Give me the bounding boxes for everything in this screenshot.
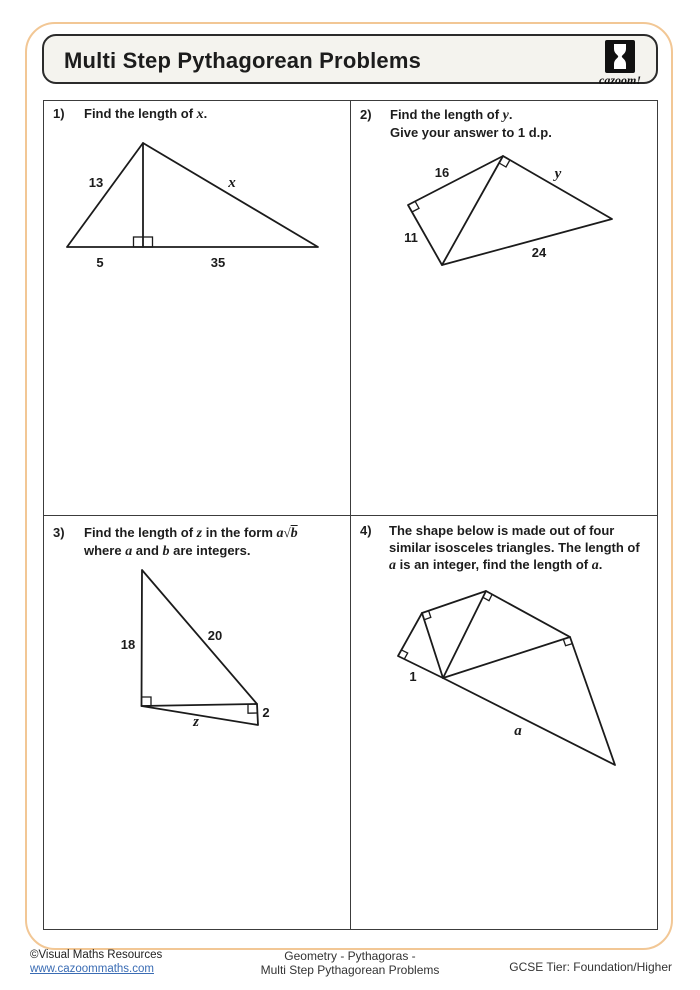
p3-label-left: 18	[120, 637, 136, 652]
p3-large-triangle	[142, 570, 258, 706]
p4-inner-line-1	[422, 613, 443, 678]
page-title: Multi Step Pythagorean Problems	[64, 48, 422, 73]
problem-1-diagram	[50, 135, 340, 285]
p4-inner-line-3	[443, 637, 570, 678]
p1-triangle	[67, 143, 318, 247]
problem-4-diagram	[390, 585, 630, 780]
problem-1-text	[84, 105, 207, 123]
p1-label-base-left: 5	[96, 255, 104, 270]
cazoom-logo-icon	[605, 40, 635, 73]
problem-2-text-line: Find the length of y.	[390, 107, 513, 123]
problem-4-text-line: The shape below is made out of four	[389, 523, 615, 538]
p3-label-z: z	[193, 714, 199, 730]
problem-3-text-line: Find the length of z in the form a√b	[84, 525, 298, 541]
cazoom-logo	[588, 37, 652, 85]
p4-label-1: 1	[409, 669, 417, 684]
p3-label-right: 2	[262, 705, 270, 720]
grid-horizontal-divider	[43, 515, 658, 516]
problem-2-text-line: Give your answer to 1 d.p.	[390, 125, 552, 140]
footer-topic-line2: Multi Step Pythagorean Problems	[260, 963, 440, 977]
p3-right-angle-mark-right	[248, 704, 257, 713]
p2-label-bottom: 24	[531, 245, 547, 260]
problem-1-number: 1)	[53, 106, 65, 121]
p4-label-a: a	[514, 723, 522, 739]
footer-copyright: ©Visual Maths Resources	[30, 949, 163, 961]
p1-label-left-side: 13	[88, 175, 104, 190]
p2-label-left: 11	[404, 230, 418, 245]
footer-tier: GCSE Tier: Foundation/Higher	[509, 960, 672, 974]
problem-4-number: 4)	[360, 523, 372, 538]
problem-1-text-line: Find the length of x.	[84, 106, 208, 122]
footer-topic-line1: Geometry - Pythagoras -	[284, 949, 416, 963]
p1-label-hypotenuse-x: x	[228, 175, 236, 191]
p2-label-y: y	[554, 166, 562, 182]
p3-right-angle-mark-bottom-left	[142, 697, 152, 706]
footer-center	[230, 949, 470, 977]
footer-left	[30, 948, 162, 976]
problem-3-text	[84, 524, 298, 560]
problem-4-text-line: similar isosceles triangles. The length of	[389, 540, 640, 555]
p3-label-hypotenuse: 20	[207, 628, 223, 643]
p2-label-top-left: 16	[434, 165, 450, 180]
problem-2-diagram	[400, 145, 625, 275]
footer-website-link[interactable]: www.cazoommaths.com	[30, 963, 154, 975]
p3-small-triangle	[142, 704, 259, 725]
problem-4-text	[389, 522, 640, 574]
problem-2-text	[390, 106, 552, 141]
problem-2-number: 2)	[360, 107, 372, 122]
header	[42, 34, 658, 87]
p1-label-base-right: 35	[210, 255, 226, 270]
problem-3-number: 3)	[53, 525, 65, 540]
problem-4-text-line: a is an integer, find the length of a.	[389, 557, 603, 573]
problem-3-text-line: where a and b are integers.	[84, 543, 251, 559]
cazoom-logo-text: cazoom!	[599, 73, 641, 87]
problem-3-diagram	[115, 560, 290, 740]
